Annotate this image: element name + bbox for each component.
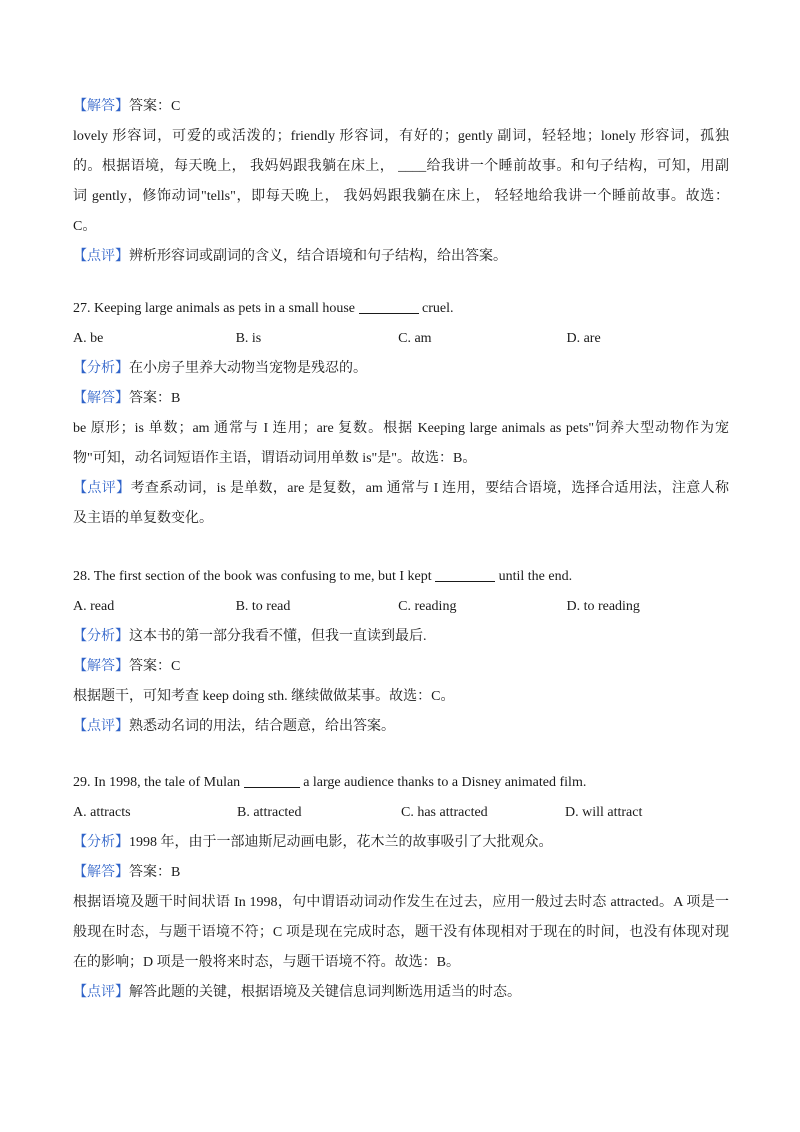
q26-answer: 答案：C <box>129 99 181 114</box>
analysis-label: 【分析】 <box>73 629 129 644</box>
q29-option-c: C. has attracted <box>401 805 488 820</box>
q29-stem-after: a large audience thanks to a Disney animated film. <box>299 775 587 790</box>
q29-option-b: B. attracted <box>237 805 302 820</box>
q29-answer-line <box>73 858 729 888</box>
q26-explain-line-2: 的。根据语境，每天晚上， 我妈妈跟我躺在床上， ____给我讲一个睡前故事。和句子结构，可知，用副 <box>73 159 729 174</box>
q26-explain-line-1: lovely 形容词，可爱的或活泼的；friendly 形容词，有好的；gently 副词，轻轻地；lonely 形容词，孤独 <box>73 129 729 144</box>
q28-option-c: C. reading <box>398 599 457 614</box>
answer-blank <box>359 299 419 314</box>
q28-explain-line-1: 根据题干，可知考查 keep doing sth. 继续做做某事。故选：C。 <box>73 689 455 704</box>
q28-options <box>73 592 729 622</box>
q29-option-d: D. will attract <box>565 805 643 820</box>
answer-label: 【解答】 <box>73 659 129 674</box>
comment-label: 【点评】 <box>73 481 131 496</box>
q29-explain-line-1: 根据语境及题干时间状语 In 1998，句中谓语动词动作发生在过去，应用一般过去时态 attracted。A 项是一 <box>73 895 729 910</box>
q29-option-a: A. attracts <box>73 805 131 820</box>
q27-stem-after: cruel. <box>418 301 454 316</box>
document-page <box>73 92 729 1008</box>
q29-analysis: 1998 年，由于一部迪斯尼动画电影，花木兰的故事吸引了大批观众。 <box>129 835 553 850</box>
q28-analysis: 这本书的第一部分我看不懂，但我一直读到最后. <box>129 629 427 644</box>
q27-comment-line <box>73 474 729 504</box>
q27-option-a: A. be <box>73 331 104 346</box>
answer-blank <box>244 773 300 788</box>
q29-options <box>73 798 729 828</box>
q26-explain-line-3: 词 gently，修饰动词"tells"，即每天晚上， 我妈妈跟我躺在床上， 轻轻地给我讲一个睡前故事。故选： <box>73 189 729 204</box>
q28-comment: 熟悉动名词的用法，结合题意，给出答案。 <box>129 719 395 734</box>
q27-answer-line <box>73 384 729 414</box>
q27-stem <box>73 294 729 324</box>
q29-analysis-line <box>73 828 729 858</box>
answer-label: 【解答】 <box>73 391 129 406</box>
q28-analysis-line <box>73 622 729 652</box>
q29-comment-line <box>73 978 729 1008</box>
q27-option-d: D. are <box>566 331 601 346</box>
q27-analysis: 在小房子里养大动物当宠物是残忍的。 <box>129 361 367 376</box>
q29-explain-line-2: 般现在时态，与题干语境不符；C 项是现在完成时态，题干没有体现相对于现在的时间，也没有体现对现 <box>73 925 729 940</box>
q27-explain-line-1: be 原形；is 单数；am 通常与 I 连用；are 复数。根据 Keeping large animals as pets"饲养大型动物作为宠 <box>73 421 729 436</box>
analysis-label: 【分析】 <box>73 361 129 376</box>
q29-explain-line-3: 在的影响；D 项是一般将来时态，与题干语境不符。故选：B。 <box>73 955 460 970</box>
answer-label: 【解答】 <box>73 99 129 114</box>
q29-comment: 解答此题的关键，根据语境及关键信息词判断选用适当的时态。 <box>129 985 521 1000</box>
q26-explain-line-4: C。 <box>73 219 97 234</box>
answer-label: 【解答】 <box>73 865 129 880</box>
q28-option-a: A. read <box>73 599 115 614</box>
q26-comment: 辨析形容词或副词的含义，结合语境和句子结构，给出答案。 <box>129 249 507 264</box>
answer-blank <box>435 567 495 582</box>
q26-comment-line <box>73 242 729 272</box>
q28-option-b: B. to read <box>235 599 291 614</box>
q27-option-c: C. am <box>398 331 432 346</box>
q28-option-d: D. to reading <box>566 599 640 614</box>
q28-stem <box>73 562 729 592</box>
q29-stem-before: 29. In 1998, the tale of Mulan <box>73 775 244 790</box>
q28-answer-line <box>73 652 729 682</box>
q27-options <box>73 324 729 354</box>
q26-answer-line <box>73 92 729 122</box>
q29-answer: 答案：B <box>129 865 181 880</box>
comment-label: 【点评】 <box>73 985 129 1000</box>
q27-analysis-line <box>73 354 729 384</box>
q27-explain-line-2: 物"可知，动名词短语作主语，谓语动词用单数 is"是"。故选：B。 <box>73 451 477 466</box>
comment-label: 【点评】 <box>73 249 129 264</box>
q29-stem <box>73 768 729 798</box>
q27-stem-before: 27. Keeping large animals as pets in a small house <box>73 301 359 316</box>
q28-comment-line <box>73 712 729 742</box>
q27-comment-line-2: 及主语的单复数变化。 <box>73 511 213 526</box>
comment-label: 【点评】 <box>73 719 129 734</box>
q28-stem-after: until the end. <box>495 569 573 584</box>
analysis-label: 【分析】 <box>73 835 129 850</box>
q27-comment-1: 考查系动词，is 是单数，are 是复数，am 通常与 I 连用，要结合语境，选择合适用法，注意人称 <box>130 481 729 496</box>
q28-stem-before: 28. The first section of the book was confusing to me, but I kept <box>73 569 436 584</box>
q27-answer: 答案：B <box>129 391 181 406</box>
q28-answer: 答案：C <box>129 659 181 674</box>
q27-option-b: B. is <box>235 331 262 346</box>
